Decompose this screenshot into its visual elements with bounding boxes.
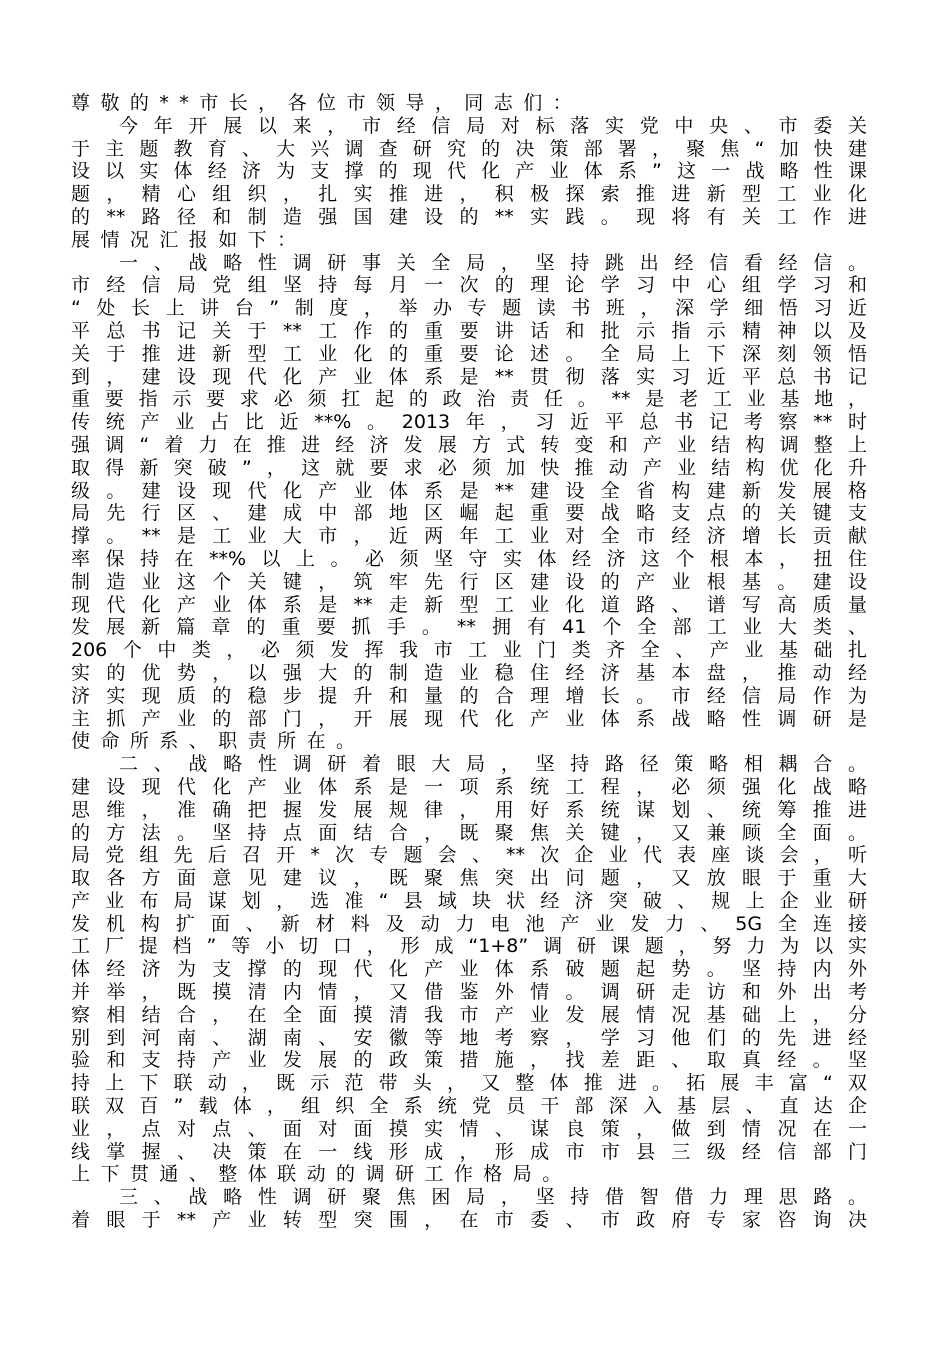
- paragraph-line: 联双百”载体，组织全系统党员干部深入基层、直达企: [71, 1095, 867, 1118]
- paragraph-line: 察相结合，在全面摸清我市产业发展情况基础上，分: [71, 1003, 867, 1026]
- paragraph-line: 关于推进新型工业化的重要论述。全局上下深刻领悟: [71, 342, 867, 365]
- paragraph-line: “处长上讲台”制度，举办专题读书班，深学细悟习近: [71, 297, 867, 320]
- paragraph-line: 实的优势，以强大的制造业稳住经济基本盘，推动经: [71, 661, 867, 684]
- paragraph-line: 发机构扩面、新材料及动力电池产业发力、5G全连接: [71, 912, 867, 935]
- paragraph-line: 制造业这个关键，筑牢先行区建设的产业根基。建设: [71, 570, 867, 593]
- paragraph-line: 着眼于**产业转型突围，在市委、市政府专家咨询决: [71, 1209, 867, 1232]
- paragraph-line: 重要指示要求必须扛起的政治责任。**是老工业基地，: [71, 388, 867, 411]
- paragraph-line: 业，点对点、面对面摸实情、谋良策，做到情况在一: [71, 1117, 867, 1140]
- paragraph-line: 市经信局党组坚持每月一次的理论学习中心组学习和: [71, 274, 867, 297]
- paragraph-line: 级。建设现代化产业体系是**建设全省构建新发展格: [71, 479, 867, 502]
- paragraph-line: 题，精心组织，扎实推进，积极探索推进新型工业化: [71, 183, 867, 206]
- paragraph-line: 传统产业占比近**%。2013年，习近平总书记考察**时: [71, 411, 867, 434]
- paragraph-line: 局先行区、建成中部地区崛起重要战略支点的关键支: [71, 502, 867, 525]
- paragraph-line: 到，建设现代化产业体系是**贯彻落实习近平总书记: [71, 365, 867, 388]
- paragraph-line: 展情况汇报如下：: [71, 228, 307, 251]
- paragraph-line: 强调“着力在推进经济发展方式转变和产业结构调整上: [71, 433, 867, 456]
- paragraph-line: 使命所系、职责所在。: [71, 730, 366, 753]
- paragraph-line: 现代化产业体系是**走新型工业化道路、谱写高质量: [71, 593, 867, 616]
- paragraph-line: 局党组先后召开*次专题会、**次企业代表座谈会，听: [71, 844, 867, 867]
- salutation: 尊敬的**市长，各位市领导，同志们：: [71, 92, 583, 114]
- paragraph-line: 并举，既摸清内情，又借鉴外情。调研走访和外出考: [71, 981, 867, 1004]
- paragraph-line: 线掌握、决策在一线形成，形成市市县三级经信部门: [71, 1140, 867, 1163]
- paragraph-line: 的方法。坚持点面结合，既聚焦关键，又兼顾全面。: [71, 821, 867, 844]
- paragraph-line: 持上下联动，既示范带头，又整体推进。拓展丰富“双: [71, 1072, 867, 1095]
- section-heading-3: 三、战略性调研聚焦困局，坚持借智借力理思路。: [119, 1186, 867, 1209]
- section-heading-1: 一、战略性调研事关全局，坚持跳出经信看经信。: [119, 251, 867, 274]
- section-heading-2: 二、战略性调研着眼大局，坚持路径策略相耦合。: [119, 753, 867, 776]
- paragraph-line: 平总书记关于**工作的重要讲话和批示指示精神以及: [71, 319, 867, 342]
- paragraph-line: 设以实体经济为支撑的现代化产业体系”这一战略性课: [71, 160, 867, 183]
- paragraph-line: 上下贯通、整体联动的调研工作格局。: [71, 1163, 572, 1186]
- paragraph-line: 撑。**是工业大市，近两年工业对全市经济增长贡献: [71, 525, 867, 548]
- speech-text: [71, 92, 867, 1232]
- paragraph-line: 发展新篇章的重要抓手。**拥有41个全部工业大类、: [71, 616, 867, 639]
- paragraph-line: 今年开展以来，市经信局对标落实党中央、市委关: [119, 114, 867, 137]
- paragraph-line: 的**路径和制造强国建设的**实践。现将有关工作进: [71, 205, 867, 228]
- paragraph-line: 取得新突破”，这就要求必须加快推动产业结构优化升: [71, 456, 867, 479]
- paragraph-line: 建设现代化产业体系是一项系统工程，必须强化战略: [71, 775, 867, 798]
- paragraph-line: 别到河南、湖南、安徽等地考察，学习他们的先进经: [71, 1026, 867, 1049]
- paragraph-line: 工厂提档”等小切口，形成“1+8”调研课题，努力为以实: [71, 935, 867, 958]
- paragraph-line: 率保持在**%以上。必须坚守实体经济这个根本，扭住: [71, 547, 867, 570]
- paragraph-line: 济实现质的稳步提升和量的合理增长。市经信局作为: [71, 684, 867, 707]
- paragraph-line: 206个中类，必须发挥我市工业门类齐全、产业基础扎: [71, 639, 867, 662]
- paragraph-line: 取各方面意见建议，既聚焦突出问题，又放眼于重大: [71, 867, 867, 890]
- paragraph-line: 主抓产业的部门，开展现代化产业体系战略性调研是: [71, 707, 867, 730]
- paragraph-line: 思维，准确把握发展规律，用好系统谋划、统筹推进: [71, 798, 867, 821]
- paragraph-line: 体经济为支撑的现代化产业体系破题起势。坚持内外: [71, 958, 867, 981]
- paragraph-line: 于主题教育、大兴调查研究的决策部署，聚焦“加快建: [71, 137, 867, 160]
- paragraph-line: 验和支持产业发展的政策措施，找差距、取真经。坚: [71, 1049, 867, 1072]
- paragraph-line: 产业布局谋划，选准“县域块状经济突破、规上企业研: [71, 889, 867, 912]
